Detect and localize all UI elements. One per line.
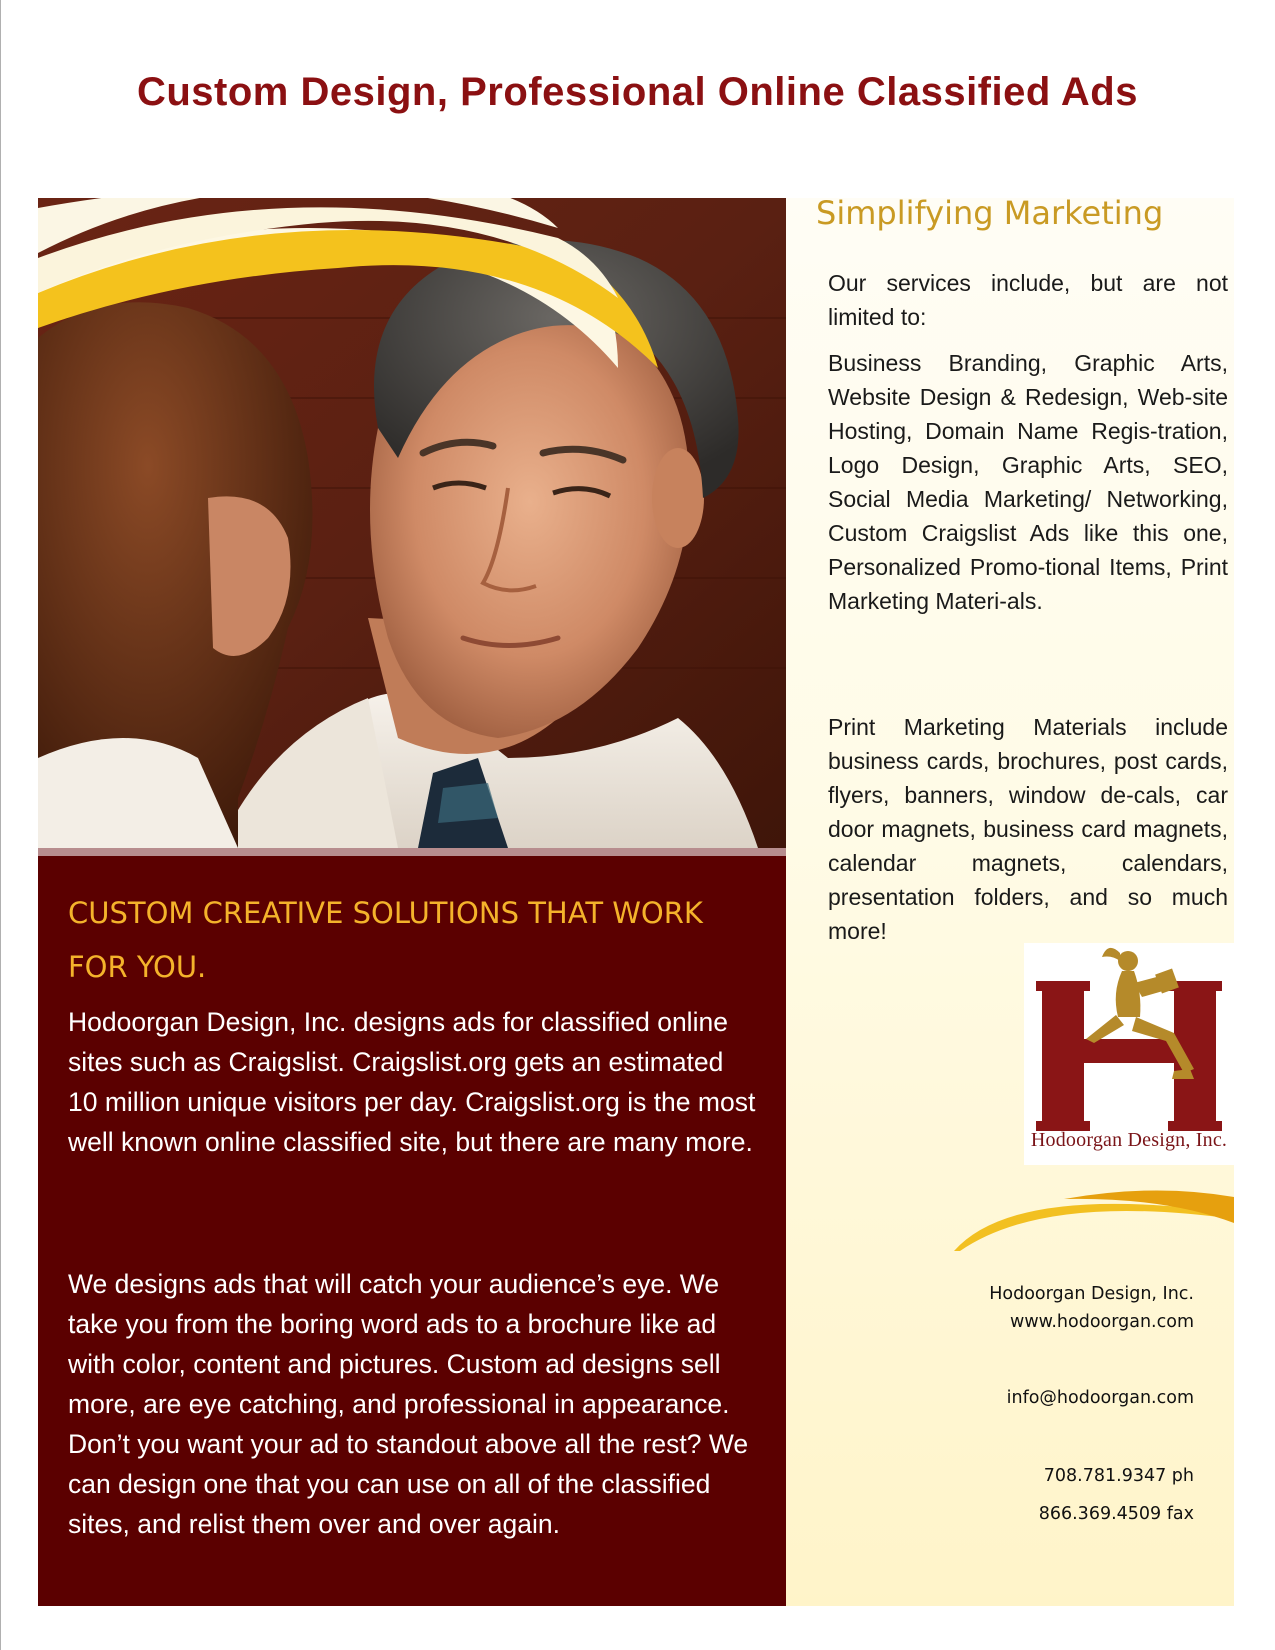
contact-fax: 866.369.4509 fax: [1038, 1504, 1194, 1524]
company-logo: [1024, 943, 1234, 1165]
main-heading: CUSTOM CREATIVE SOLUTIONS THAT WORK FOR YOU.: [68, 896, 703, 984]
main-content-panel: [38, 856, 786, 1606]
pitch-paragraph: We designs ads that will catch your audience’s eye. We take you from the boring word ads to a brochure like ad with color, content and pictures. Custom ad designs sell more, are eye catching, and professional in appearance. Don’t you want your ad to standout above all the rest? We can design one that you can use on all of the classified sites, and relist them over and over again.: [68, 1269, 749, 1539]
sidebar-panel: [786, 194, 1234, 1606]
page-title: Custom Design, Professional Online Classified Ads: [136, 70, 1138, 114]
business-people-photo: [38, 198, 786, 848]
page-left-rule: [0, 0, 1, 1650]
contact-phone: 708.781.9347 ph: [1043, 1466, 1194, 1486]
services-list: Business Branding, Graphic Arts, Website Design & Redesign, Web-site Hosting, Domain Name Regis-tration, Logo Design, Graphic Arts, SEO, Social Media Marketing/ Networking, Custom Craigslist Ads like this one, Personalized Promo-tional Items, Print Marketing Materi-als.: [828, 350, 1228, 614]
decorative-swoosh-icon: [954, 1183, 1234, 1253]
intro-paragraph: Hodoorgan Design, Inc. designs ads for classified online sites such as Craigslist. Craigslist.org gets an estimated 10 million unique visitors per day. Craigslist.org is the most well known online classified site, but there are many more.: [68, 1007, 756, 1157]
services-intro: Our services include, but are not limited to:: [828, 270, 1228, 330]
contact-website[interactable]: www.hodoorgan.com: [1010, 1312, 1194, 1332]
sidebar-heading: Simplifying Marketing: [816, 194, 1164, 232]
print-materials-list: Print Marketing Materials include business cards, brochures, post cards, flyers, banners, window de-cals, car door magnets, business card magnets, calendar magnets, calendars, presentation folders, and so much more!: [828, 714, 1228, 944]
logo-wordmark: Hodoorgan Design, Inc.: [1030, 1129, 1228, 1151]
photo-divider: [38, 848, 786, 856]
contact-email[interactable]: info@hodoorgan.com: [1006, 1388, 1194, 1408]
contact-company: Hodoorgan Design, Inc.: [989, 1284, 1194, 1304]
